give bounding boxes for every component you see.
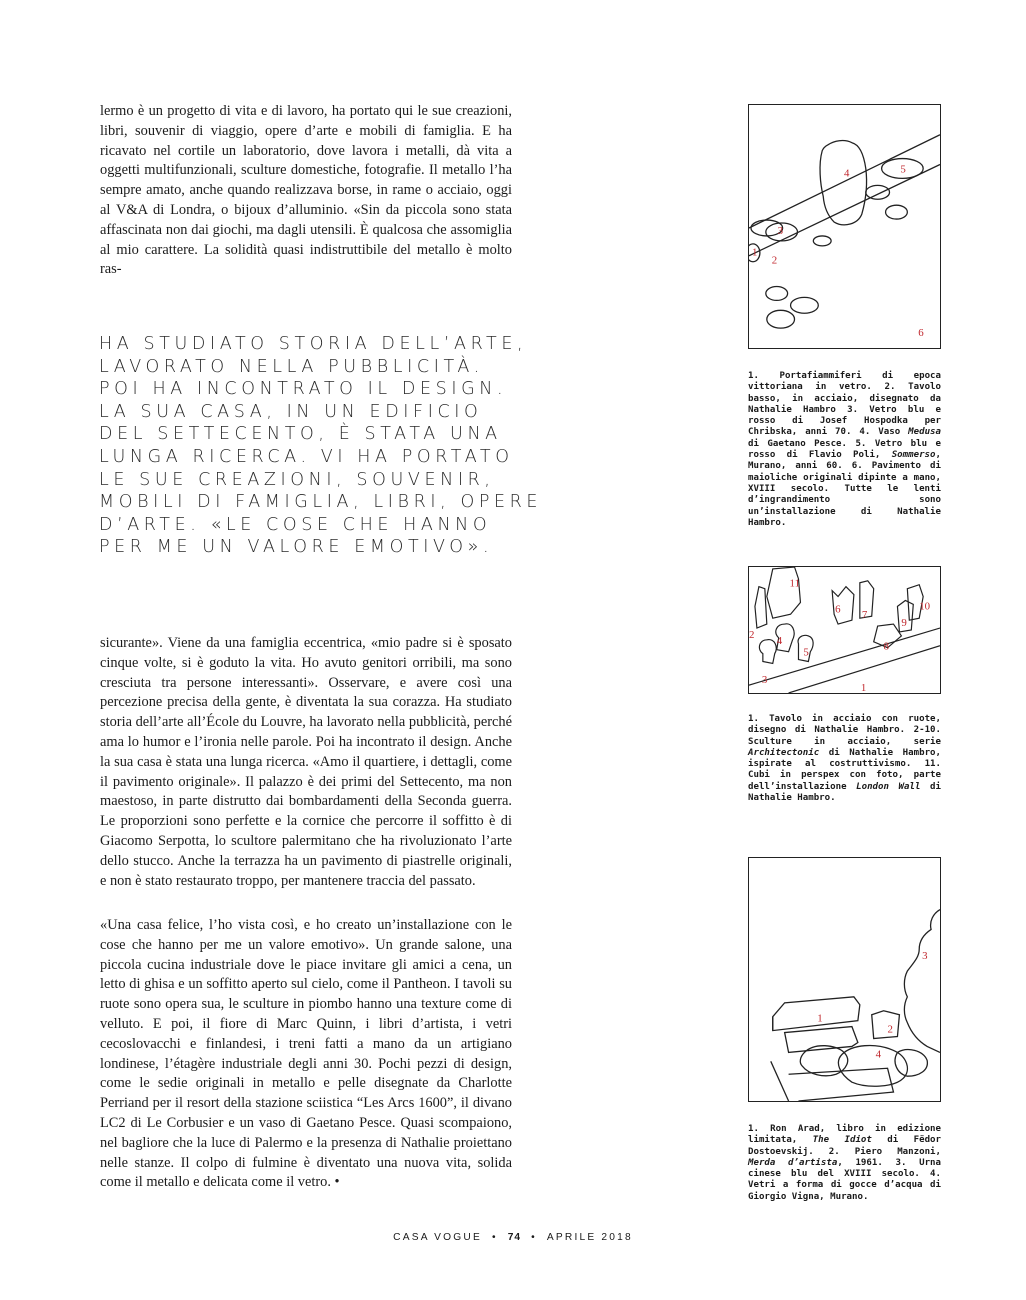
article-paragraph-1: lermo è un progetto di vita e di lavoro, ha portato qui le sue creazioni, libri, souvenir di viaggio, opere d’arte e mobili di famiglia. E ha ricavato nel cortile un laboratorio, dove lavora i metalli, dà vita a oggetti multifunzionali, sculture domestiche, fotografie. Il metallo l’ha sempre amato, anche quando realizzava borse, in rame o acciaio, oggi al V&A di Londra, o bijoux d’alluminio. «Sin da piccola sono stata affascinata non dai giochi, ma dagli utensili. È qualcosa che assomiglia al mio carattere. La solidità quasi indistruttibile del metallo è molto ras- (100, 103, 512, 278)
figure-number: 2 (887, 1023, 893, 1036)
caption-title-italic: The Idiot (812, 1135, 872, 1146)
pull-quote-line: LAVORATO NELLA PUBBLICITÀ. (99, 356, 484, 377)
page-footer (0, 1232, 1026, 1243)
figure-number: 10 (919, 600, 931, 613)
figure-number: 5 (803, 646, 809, 659)
figure-number: 11 (789, 577, 801, 590)
caption-text: 1. Tavolo in acciaio con ruote, disegno di Nathalie Hambro. 2-10. Sculture in acciaio, serie (748, 714, 941, 747)
caption-title-italic: Sommerso (891, 450, 936, 461)
caption-text: di Nathalie Hambro, ispirate al costruttivismo. 11. Cubi in perspex con foto, parte dell’installazione (748, 747, 941, 792)
figure-2-caption (748, 714, 941, 804)
figure-number: 4 (875, 1048, 882, 1061)
figure-number: 6 (835, 603, 841, 616)
figure-number: 7 (861, 609, 868, 622)
figure-number: 8 (883, 640, 890, 653)
pull-quote-line: HA STUDIATO STORIA DELL’ARTE, (99, 334, 528, 354)
pull-quote-line: DEL SETTECENTO, È STATA UNA (99, 424, 502, 445)
figure-number: 1 (751, 246, 758, 259)
pull-quote-line: MOBILI DI FAMIGLIA, LIBRI, OPERE (99, 492, 543, 513)
issue-date: APRILE 2018 (546, 1232, 633, 1243)
footer-separator: • (531, 1232, 537, 1243)
figure-number: 3 (777, 224, 784, 237)
caption-text: 1. Portafiammiferi di epoca vittoriana in vetro. 2. Tavolo basso, in acciaio, disegnato da Nathalie Hambro 3. Vetro blu e rosso di Josef Hospodka per Chribska, anni 70. 4. Vaso (748, 371, 941, 438)
caption-text: di Nathalie Hambro. (748, 781, 941, 804)
figure-2-line-drawing (748, 566, 941, 694)
caption-text: , Murano, anni 60. 6. Pavimento di maioliche originali dipinte a mano, XVIII secolo. Tutte le lenti d’ingrandimento sono un’installazione di Nathalie Hambro. (748, 450, 941, 528)
figure-3-line-drawing (748, 857, 941, 1102)
caption-text: di Gaetano Pesce. 5. Vetro blu e rosso di Flavio Poli, (748, 438, 941, 461)
figure-number: 6 (918, 327, 924, 340)
figure-number: 1 (860, 682, 867, 693)
page-number: 74 (507, 1232, 522, 1243)
figure-1-line-drawing (748, 104, 941, 349)
caption-text: 1. Ron Arad, libro in edizione limitata, (748, 1124, 941, 1146)
caption-text: , 1961. 3. Urna cinese blu del XVIII secolo. 4. Vetri a forma di gocce d’acqua di Giorgio Vigna, Murano. (748, 1157, 941, 1202)
figure-number: 2 (749, 628, 755, 641)
figure-1-caption (748, 371, 941, 529)
caption-title-italic: London Wall (856, 781, 921, 792)
figure-number: 4 (776, 634, 783, 647)
figure-number: 9 (901, 617, 907, 630)
pull-quote-line: PER ME UN VALORE EMOTIVO». (99, 537, 494, 558)
pull-quote-line: LUNGA RICERCA. VI HA PORTATO (99, 446, 514, 467)
caption-text: di Fëdor Dostoevskij. 2. Piero Manzoni, (748, 1135, 941, 1157)
pull-quote (99, 333, 543, 559)
pull-quote-line: LE SUE CREAZIONI, SOUVENIR, (99, 469, 495, 490)
figure-number: 3 (761, 674, 768, 687)
figure-number: 4 (844, 167, 850, 180)
caption-title-italic: Medusa (908, 427, 941, 438)
article-paragraph-3: «Una casa felice, l’ho vista così, e ho creato un’installazione con le cose che hanno per me un valore emotivo». Un grande salone, una piccola cucina industriale dove le piace invitare gli amici a cena, un letto di ghisa e un soffitto aperto sul cielo, come il Pantheon. I tavoli su ruote sono opera sua, le sculture in piombo hanno una texture come di velluto. E poi, il fiore di Marc Quinn, i libri d’artista, i vetri cecoslovacchi e finlandesi, i treni fatti a mano da un artigiano londinese, l’étagère industriale degli anni 30. Pochi pezzi di design, come le sedie originali in metallo e pelle disegnate da Charlotte Perriand per il resort della stazione sciistica “Les Arcs 1600”, il divano LC2 di Le Corbusier e un vaso di Gaetano Pesce. Quasi scompaiono, nel bagliore che la luce di Palermo e la presenza di Nathalie proiettano nelle stanze. Il colpo di fulmine è diventato una nuova vita, solida come il metallo e delicata come il vetro. • (100, 917, 512, 1191)
pull-quote-line: LA SUA CASA, IN UN EDIFICIO (99, 401, 483, 422)
figure-number: 5 (900, 163, 906, 176)
footer-separator: • (491, 1232, 498, 1243)
figure-number: 3 (922, 950, 928, 963)
article-paragraph-2: sicurante». Viene da una famiglia eccentrica, «mio padre si è sposato cinque volte, si è goduto la vita. Ho avuto genitori orribili, ma sono cresciuta tra persone interessanti». Osservare, e avere così una percezione precisa della gente, è diventata la sua corazza. Ha studiato storia dell’arte all’École du Louvre, ha lavorato nella pubblicità, perché ama lo humor e l’ironia nelle parole. Poi ha incontrato il design. Anche la sua casa è stata una lunga ricerca. «Amo il quartiere, i dettagli, come il pavimento originale». Il palazzo è dei primi del Settecento, ma non maestoso, in parte distrutto dai bombardamenti della Seconda guerra. Le proporzioni sono perfette e la cornice che percorre il soffitto è di Giacomo Serpotta, lo scultore palermitano che ha rivoluzionato l’arte dello stucco. Anche la terrazza ha un pavimento di piastrelle originali, e non è stato restaurato troppo, per mantenere traccia del passato. (100, 635, 512, 889)
magazine-name: CASA VOGUE (393, 1232, 482, 1243)
pull-quote-line: D’ARTE. «LE COSE CHE HANNO (99, 514, 492, 535)
figure-number: 1 (817, 1012, 823, 1025)
figure-3-caption (748, 1124, 941, 1203)
pull-quote-line: POI HA INCONTRATO IL DESIGN. (99, 379, 508, 400)
caption-title-italic: Merda d’artista (748, 1157, 838, 1168)
caption-title-italic: Architectonic (748, 747, 820, 758)
figure-number: 2 (771, 254, 778, 267)
